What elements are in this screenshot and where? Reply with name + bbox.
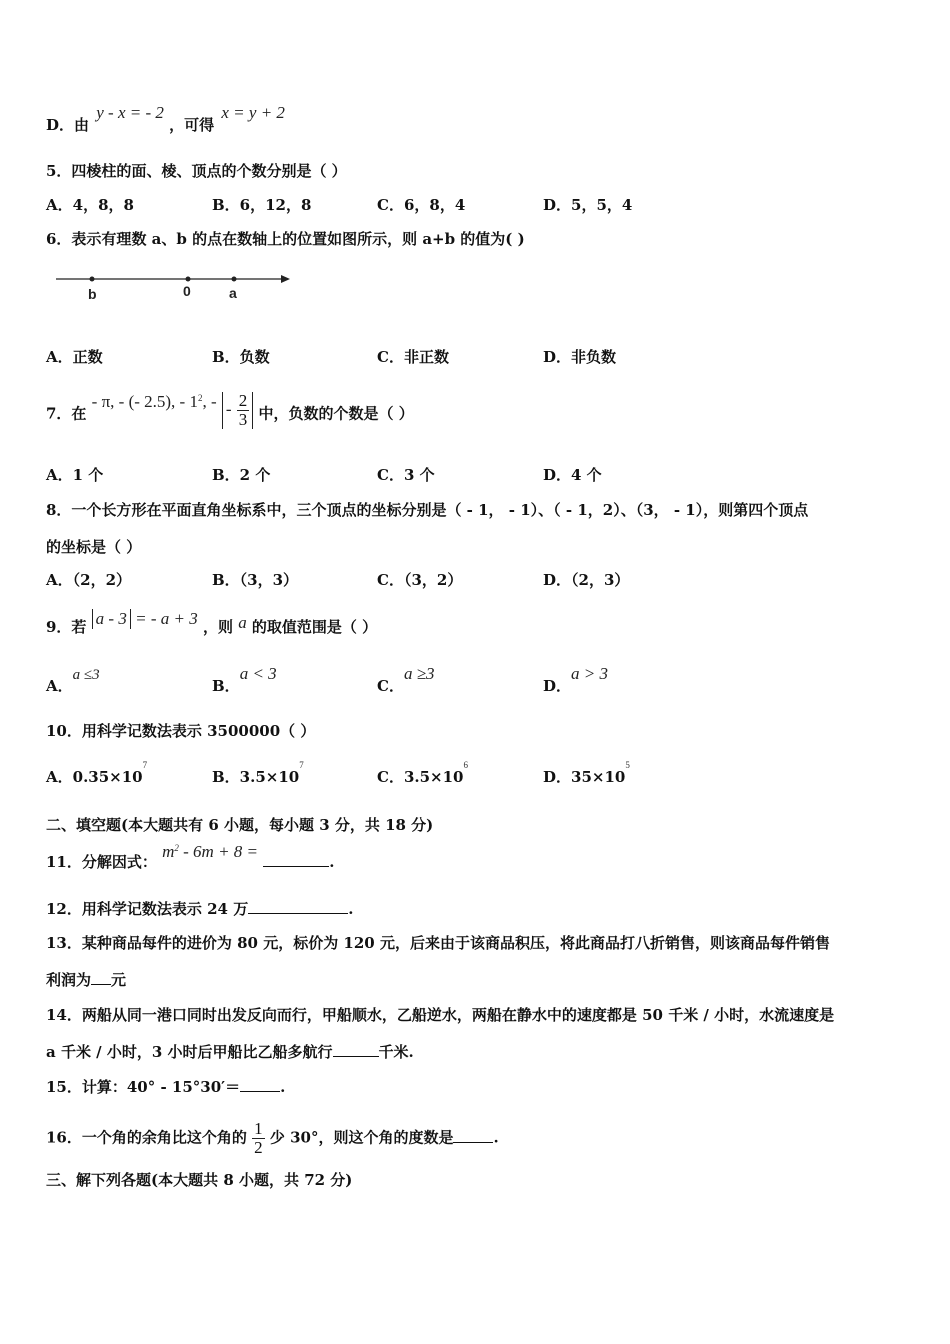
q4-option-d-prefix: D．由: [46, 116, 90, 134]
q9-equation: a - 3 = - a + 3: [92, 609, 198, 628]
q13-question-line1: 13．某种商品每件的进价为 80 元，标价为 120 元，后来由于该商品积压，将此商品打八折销售，则该商品每件销售: [46, 934, 830, 952]
q7-absolute-value: - $\frac{2}{3}$: [222, 392, 253, 429]
q8-option-d: D．（2，3）: [543, 571, 630, 589]
q5-question: 5．四棱柱的面、棱、顶点的个数分别是（ ）: [46, 162, 347, 180]
q5-option-c: C．6，8，4: [377, 196, 466, 214]
number-line-figure: [52, 268, 302, 304]
q8-question-line1: 8．一个长方形在平面直角坐标系中，三个顶点的坐标分别是（ - 1， - 1）、（ - 1，2）、（3， - 1），则第四个顶点: [46, 501, 809, 519]
q10-question: 10．用科学记数法表示 3500000（ ）: [46, 722, 316, 740]
number-line-arrow-icon: [281, 275, 290, 283]
label-b: b: [88, 286, 97, 302]
q7-option-d: D．4 个: [543, 466, 602, 484]
q11-prefix: 11．分解因式：: [46, 853, 157, 871]
q10-option-d: D．$35\times 10^5$: [543, 760, 630, 786]
q8-option-c: C．（3，2）: [377, 571, 463, 589]
q6-option-b: B．负数: [212, 348, 270, 366]
q11-expression: $m^2 - 6m + 8$ =: [162, 842, 259, 861]
q7-prefix: 7．在: [46, 404, 87, 423]
q9-option-d: D．a > 3: [543, 664, 608, 695]
section3-heading: 三、解下列各题(本大题共 8 小题，共 72 分): [46, 1171, 353, 1189]
point-a: [232, 277, 237, 282]
q4-option-d: [46, 103, 285, 135]
q5-option-a: A．4，8，8: [46, 196, 134, 214]
q9-option-a: A．a ≤3: [46, 667, 100, 695]
q5-option-b: B．6，12，8: [212, 196, 312, 214]
q9-mid: ，则: [202, 618, 233, 636]
q12-answer-blank[interactable]: [248, 899, 348, 914]
q7-option-c: C．3 个: [377, 466, 435, 484]
q13-question-line2: 利润为 元: [46, 971, 127, 989]
q10-option-a: A．$0.35\times 10^7$: [46, 760, 148, 786]
q10-option-c: C．$3.5\times 10^6$: [377, 760, 468, 786]
q7-suffix: 中，负数的个数是（ ）: [258, 404, 414, 423]
q4-option-d-mid: ，可得: [169, 116, 215, 134]
q4-equation-2: x = y + 2: [221, 103, 285, 122]
q7-question: [46, 391, 414, 433]
q9-question: [46, 609, 378, 637]
q7-fraction: $\frac{2}{3}$: [238, 391, 248, 429]
q7-option-a: A．1 个: [46, 466, 104, 484]
q14-question-line1: 14．两船从同一港口同时出发反向而行，甲船顺水，乙船逆水，两船在静水中的速度都是 50 千米 / 小时，水流速度是: [46, 1006, 835, 1024]
q9-prefix: 9．若: [46, 618, 87, 636]
point-zero: [186, 277, 191, 282]
q9-option-c: C．a ≥3: [377, 664, 435, 695]
point-b: [90, 277, 95, 282]
label-a: a: [229, 285, 237, 301]
q16-question: 16．一个角的余角比这个角的 $\frac{1}{2}$ 少 30°，则这个角的度数是 .: [46, 1119, 499, 1157]
q9-suffix: 的取值范围是（ ）: [251, 618, 378, 636]
q6-option-d: D．非负数: [543, 348, 617, 366]
q8-option-b: B．（3，3）: [212, 571, 299, 589]
q11-question: 11．分解因式： $m^2 - 6m + 8$ = .: [46, 842, 335, 871]
q6-option-c: C．非正数: [377, 348, 449, 366]
q15-answer-blank[interactable]: [240, 1077, 280, 1092]
label-zero: 0: [183, 283, 191, 299]
q13-answer-blank[interactable]: [91, 970, 111, 985]
q11-answer-blank[interactable]: [263, 852, 329, 867]
q4-equation-1: y - x = - 2: [96, 103, 164, 122]
q10-option-b: B．$3.5\times 10^7$: [212, 760, 304, 786]
q12-question: 12．用科学记数法表示 24 万 .: [46, 900, 354, 918]
q16-fraction: $\frac{1}{2}$: [254, 1119, 263, 1157]
q8-option-a: A．（2，2）: [46, 571, 132, 589]
q5-option-d: D．5，5，4: [543, 196, 633, 214]
q9-option-b: B．a < 3: [212, 664, 277, 695]
q8-question-line2: 的坐标是（ ）: [46, 538, 142, 556]
q6-option-a: A．正数: [46, 348, 103, 366]
q9-variable: a: [238, 613, 247, 632]
section2-heading: 二、填空题(本大题共有 6 小题，每小题 3 分，共 18 分): [46, 816, 434, 834]
q16-answer-blank[interactable]: [453, 1128, 493, 1143]
q15-question: 15．计算：40° - 15°30′＝ .: [46, 1078, 286, 1096]
q7-option-b: B．2 个: [212, 466, 271, 484]
q14-question-line2: a 千米 / 小时，3 小时后甲船比乙船多航行 千米.: [46, 1043, 414, 1061]
q6-question: 6．表示有理数 a、b 的点在数轴上的位置如图所示，则 a+b 的值为( ): [46, 230, 525, 248]
q7-expression: - π, - (- 2.5), - $1^2$, -: [91, 391, 217, 411]
q14-answer-blank[interactable]: [333, 1042, 379, 1057]
